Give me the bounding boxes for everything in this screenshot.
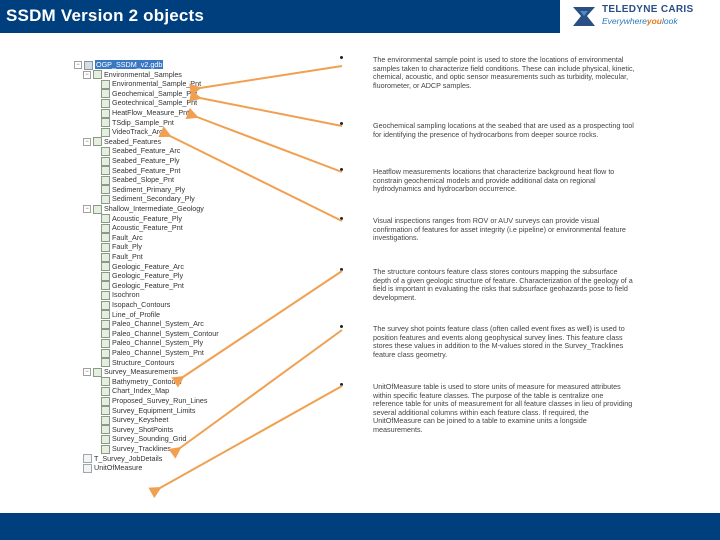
- tree-item-label: Sediment_Secondary_Ply: [112, 194, 195, 204]
- collapse-toggle-icon[interactable]: −: [83, 71, 91, 79]
- collapse-toggle-icon[interactable]: −: [83, 138, 91, 146]
- tree-item-label: Paleo_Channel_System_Ply: [112, 338, 204, 348]
- tree-item-label: Sediment_Primary_Ply: [112, 184, 186, 194]
- collapse-toggle-icon[interactable]: −: [74, 61, 82, 69]
- tree-item-label: Paleo_Channel_System_Contour: [112, 328, 219, 338]
- description-text: The structure contours feature class stores contours mapping the subsurface depth of a given geologic structure of feature. Characterization of the geology of a field is important in evaluating the risks that subsurface geohazards pose to field development.: [373, 267, 633, 302]
- tree-item-label: Seabed_Feature_Ply: [112, 156, 180, 166]
- tree-item-label: Structure_Contours: [112, 357, 175, 367]
- connector-arrow: [183, 271, 342, 377]
- connector-arrow: [200, 98, 342, 126]
- tree-item-label: T_Survey_JobDetails: [94, 453, 163, 463]
- logo-brand-text: TELEDYNE CARIS: [602, 4, 694, 15]
- tree-item-label: Environmental_Samples: [104, 69, 182, 79]
- tree-item-label: OGP_SSDM_v2.gdb: [96, 60, 163, 70]
- tree-item-label: Geologic_Feature_Ply: [112, 271, 184, 281]
- description-text: The environmental sample point is used to store the locations of environmental samples taken to characterize field conditions. These can include physical, kinetic, chemical, acoustic, and optic sensor measurements such as turbidity, molecular, fluorometer, or ADCP samples.: [373, 55, 635, 90]
- description-text: Visual inspections ranges from ROV or AUV surveys can provide visual confirmation of features for asset integrity (i.e pipeline) or environmental feature investigations.: [373, 216, 626, 243]
- tree-item-label: HeatFlow_Measure_Pnt: [112, 108, 190, 118]
- tree-item-label: Fault_Pnt: [112, 252, 143, 262]
- logo-tagline: Everywhereyoulook: [602, 16, 678, 26]
- tree-item-label: Seabed_Features: [104, 136, 162, 146]
- connector-arrow: [200, 66, 342, 88]
- description-text: UnitOfMeasure table is used to store units of measure for measured attributes within specific feature classes. The purpose of the table is centralize one reference table for units of measurement for all feature classes in lieu of providing several additional columns within each feature class. If required, the UnitOfMeasure can be joined to a table to examine units a longside measurements.: [373, 382, 633, 434]
- tree-item-label: Geochemical_Sample_Pnt: [112, 88, 198, 98]
- tree-item-label: TSdip_Sample_Pnt: [112, 117, 174, 127]
- tree-item-label: Seabed_Feature_Pnt: [112, 165, 181, 175]
- tree-item-label: Shallow_Intermediate_Geology: [104, 204, 204, 214]
- footer-bar: [0, 513, 720, 540]
- tree-item-label: Environmental_Sample_Pnt: [112, 79, 202, 89]
- slide-title: SSDM Version 2 objects: [6, 6, 205, 25]
- tree-item-label: Acoustic_Feature_Ply: [112, 213, 182, 223]
- tree-item-label: Acoustic_Feature_Pnt: [112, 223, 183, 233]
- tree-item-label: Line_of_Profile: [112, 309, 160, 319]
- tree-item-label: Survey_Tracklines: [112, 444, 171, 454]
- tree-item-label: Survey_Sounding_Grid: [112, 434, 187, 444]
- collapse-toggle-icon[interactable]: −: [83, 368, 91, 376]
- connector-arrow: [197, 117, 342, 172]
- tree-item-label: Survey_ShotPoints: [112, 424, 174, 434]
- tree-item-label: Isochron: [112, 290, 140, 300]
- tree-item-label: Proposed_Survey_Run_Lines: [112, 396, 208, 406]
- tree-item-label: Geotechnical_Sample_Pnt: [112, 98, 198, 108]
- description-text: Geochemical sampling locations at the seabed that are used as a prospecting tool for identifying the presence of hydrocarbons from deeper source rocks.: [373, 121, 634, 139]
- description-text: The survey shot points feature class (often called event fixes as well) is used to position features and events along geophysical survey lines. This feature class stores these values in addition to the M-values stored in the Survey_Tracklines feature class geometry.: [373, 324, 625, 359]
- collapse-toggle-icon[interactable]: −: [83, 205, 91, 213]
- tree-item-label: Geologic_Feature_Arc: [112, 261, 184, 271]
- tree-item-label: Isopach_Contours: [112, 300, 171, 310]
- tree-item-label: Paleo_Channel_System_Arc: [112, 319, 204, 329]
- tree-item-label: Survey_Keysheet: [112, 415, 169, 425]
- tree-item-label: Fault_Ply: [112, 242, 142, 252]
- tree-item-label: Seabed_Slope_Pnt: [112, 175, 174, 185]
- tree-item-label: Chart_Index_Map: [112, 386, 170, 396]
- tree-item-label: Fault_Arc: [112, 232, 143, 242]
- tree-item-label: Bathymetry_Contours: [112, 376, 182, 386]
- tree-item-label: Paleo_Channel_System_Pnt: [112, 348, 204, 358]
- tree-item-label: VideoTrack_Arc: [112, 127, 163, 137]
- tree-item-label: UnitOfMeasure: [94, 463, 143, 473]
- tree-item-label: Survey_Measurements: [104, 367, 178, 377]
- connector-arrow: [160, 386, 342, 488]
- connector-arrow: [170, 136, 342, 221]
- tree-item-label: Seabed_Feature_Arc: [112, 146, 181, 156]
- tree-item-label: Survey_Equipment_Limits: [112, 405, 196, 415]
- tree-item-label: Geologic_Feature_Pnt: [112, 280, 184, 290]
- description-text: Heatflow measurements locations that characterize background heat flow to constrain geochemical models and provide additional data on regional hydrodynamics and hydrocarbon occurrence.: [373, 167, 615, 194]
